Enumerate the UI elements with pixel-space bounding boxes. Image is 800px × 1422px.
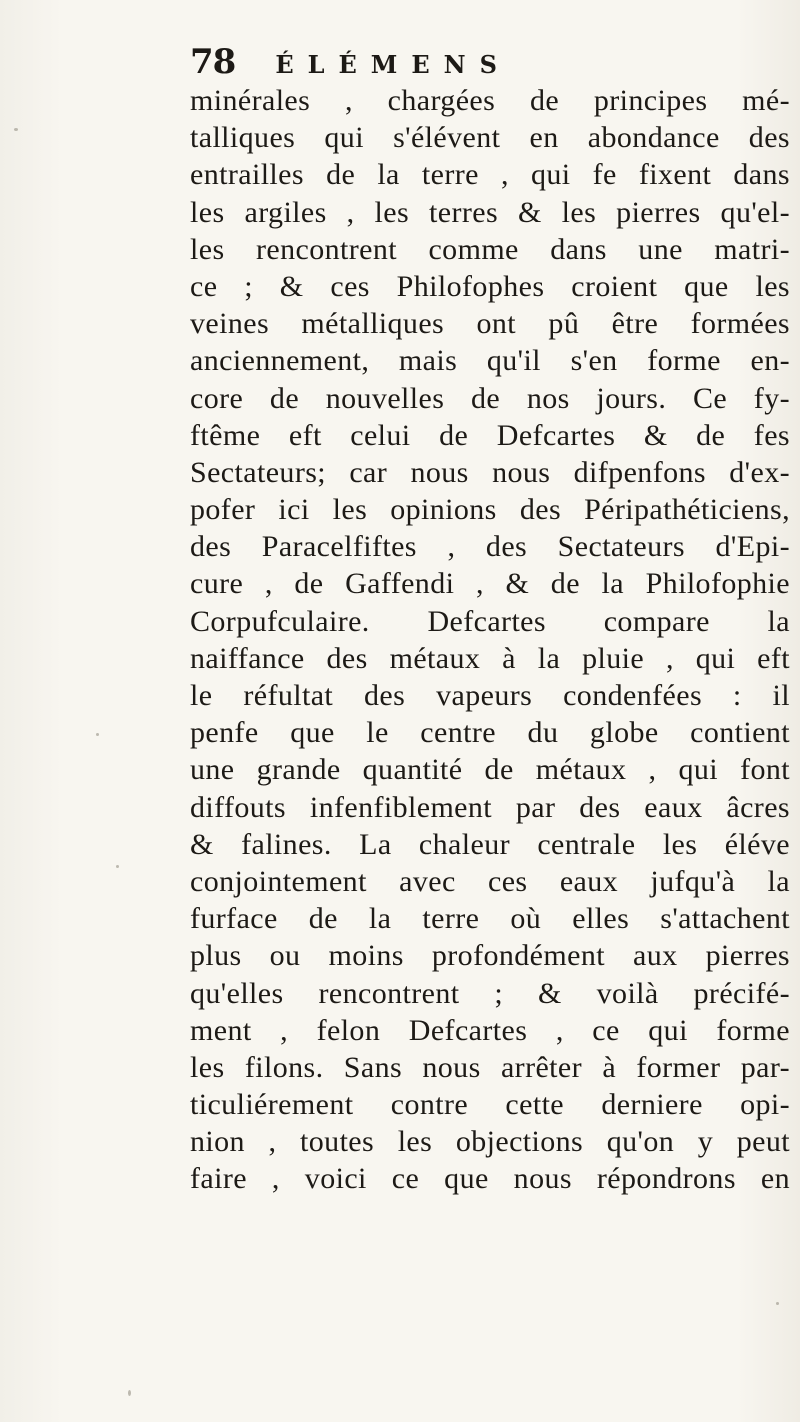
running-title: ÉLÉMENS [275, 50, 511, 79]
text-line: pofer ici les opinions des Péripathéticiens, [190, 493, 790, 527]
text-line: plus ou moins profondément aux pierres [190, 939, 790, 973]
paper-speck [14, 128, 18, 131]
paper-speck [116, 865, 119, 868]
text-line: les filons. Sans nous arrêter à former par- [190, 1050, 790, 1084]
body-text [190, 82, 790, 1198]
text-line: qu'elles rencontrent ; & voilà précifé- [190, 976, 790, 1010]
text-line: core de nouvelles de nos jours. Ce fy- [190, 381, 790, 415]
text-line: diffouts infenfiblement par des eaux âcres [190, 790, 790, 824]
text-line: ment , felon Defcartes , ce qui forme [190, 1013, 790, 1047]
text-line: veines métalliques ont pû être formées [190, 307, 790, 341]
text-line: anciennement, mais qu'il s'en forme en- [190, 344, 790, 378]
text-line: les rencontrent comme dans une matri- [190, 232, 790, 266]
text-line: ftême eft celui de Defcartes & de fes [190, 418, 790, 452]
paper-speck [96, 733, 99, 736]
text-line: conjointement avec ces eaux jufqu'à la [190, 864, 790, 898]
page-header [190, 42, 610, 82]
text-line: nion , toutes les objections qu'on y peut [190, 1125, 790, 1159]
text-line: penfe que le centre du globe contient [190, 716, 790, 750]
text-line: des Paracelfiftes , des Sectateurs d'Epi- [190, 530, 790, 564]
text-line: naiffance des métaux à la pluie , qui eft [190, 641, 790, 675]
text-line: entrailles de la terre , qui fe fixent dans [190, 158, 790, 192]
text-line: talliques qui s'élévent en abondance des [190, 121, 790, 155]
text-line: Corpufculaire. Defcartes compare la [190, 604, 790, 638]
text-line: faire , voici ce que nous répondrons en [190, 1162, 790, 1196]
paper-speck [128, 1390, 131, 1396]
text-line: cure , de Gaffendi , & de la Philofophie [190, 567, 790, 601]
text-line: & falines. La chaleur centrale les éléve [190, 827, 790, 861]
text-line: ce ; & ces Philofophes croient que les [190, 269, 790, 303]
text-line: les argiles , les terres & les pierres qu'el- [190, 195, 790, 229]
text-line: furface de la terre où elles s'attachent [190, 902, 790, 936]
text-line: ticuliérement contre cette derniere opi- [190, 1088, 790, 1122]
paper-speck [776, 1302, 779, 1305]
text-line: minérales , chargées de principes mé- [190, 84, 790, 117]
page-number: 78 [190, 42, 236, 82]
text-line: Sectateurs; car nous nous difpenfons d'ex- [190, 455, 790, 489]
text-line: une grande quantité de métaux , qui font [190, 753, 790, 787]
text-line: le réfultat des vapeurs condenfées : il [190, 679, 790, 712]
